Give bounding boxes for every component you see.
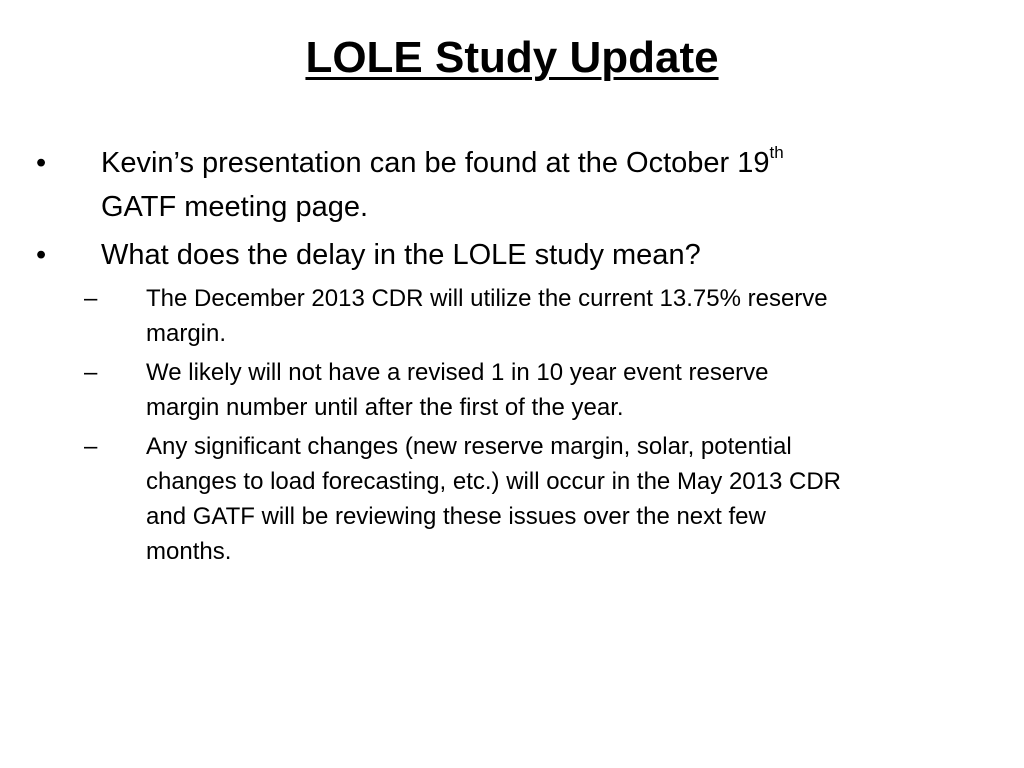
- bullet-1-line-2: GATF meeting page.: [101, 191, 369, 223]
- ordinal-suffix: th: [769, 143, 784, 163]
- slide-title: [0, 30, 1024, 86]
- subbullet-text: [146, 355, 986, 425]
- subbullet-marker: –: [84, 359, 98, 386]
- bullet-marker: •: [36, 147, 47, 179]
- subbullet-marker: –: [84, 433, 98, 460]
- subbullet-text: [146, 281, 986, 351]
- subbullet-1-line-2: margin.: [146, 320, 227, 347]
- bullet-marker: •: [36, 239, 47, 271]
- bullet-text: [101, 141, 941, 229]
- subbullet-1-line-1: The December 2013 CDR will utilize the current 13.75% reserve: [146, 285, 828, 312]
- subbullet-marker: –: [84, 285, 98, 312]
- slide-title-text: LOLE Study Update: [305, 33, 719, 82]
- bullet-1-line-1: Kevin’s presentation can be found at the October 19th: [101, 143, 784, 179]
- subbullet-2-line-1: We likely will not have a revised 1 in 10 year event reserve: [146, 359, 769, 386]
- subbullet-2-line-2: margin number until after the first of the year.: [146, 394, 624, 421]
- subbullet-3-line-4: months.: [146, 538, 232, 565]
- subbullet-3-line-2: changes to load forecasting, etc.) will occur in the May 2013 CDR: [146, 468, 842, 495]
- subbullet-3-line-1: Any significant changes (new reserve margin, solar, potential: [146, 433, 792, 460]
- subbullet-text: [146, 429, 986, 569]
- subbullet-3-line-3: and GATF will be reviewing these issues over the next few: [146, 503, 766, 530]
- bullet-text: What does the delay in the LOLE study mean?: [101, 239, 701, 271]
